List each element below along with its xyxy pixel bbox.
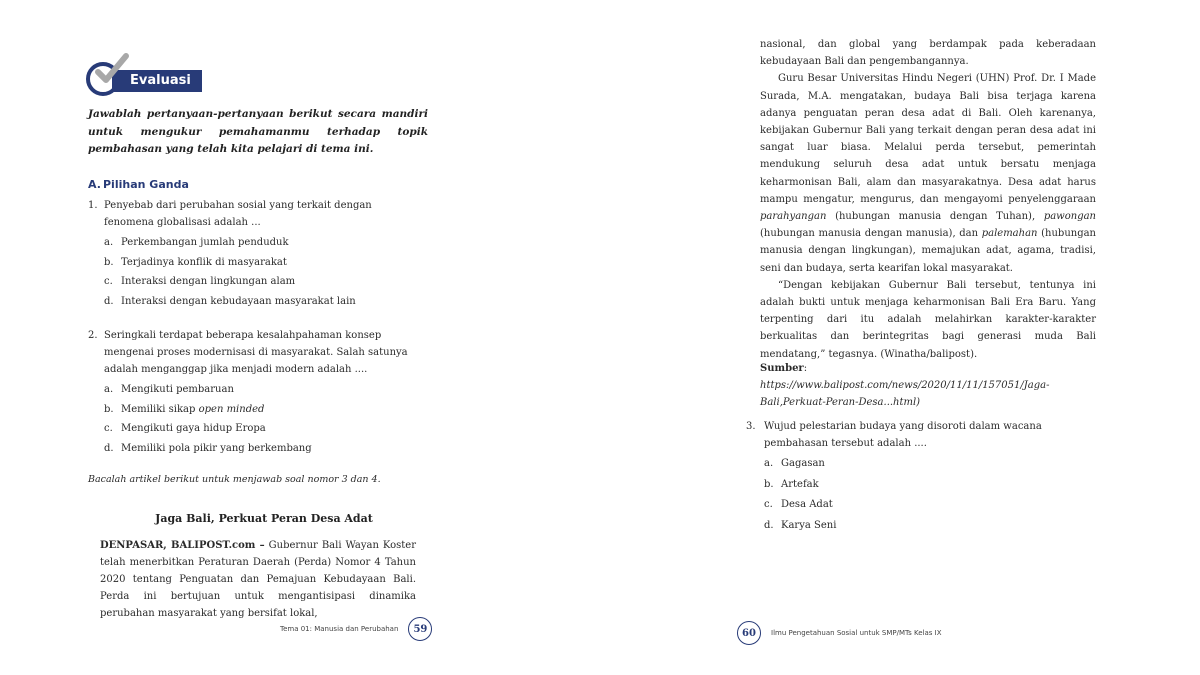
question-number: 3. bbox=[746, 421, 756, 432]
evaluasi-label: Evaluasi bbox=[112, 70, 202, 92]
source-url[interactable]: https://www.balipost.com/news/2020/11/11/157051/Jaga-Bali,Perkuat-Peran-Desa...html) bbox=[760, 380, 1050, 408]
option-a[interactable] bbox=[104, 380, 424, 400]
option-letter: b. bbox=[104, 403, 114, 415]
option-letter: c. bbox=[104, 423, 113, 434]
question-2 bbox=[88, 327, 424, 458]
option-b[interactable] bbox=[104, 400, 424, 420]
question-number: 1. bbox=[88, 200, 98, 211]
option-text: Mengikuti gaya hidup Eropa bbox=[121, 423, 266, 434]
option-c[interactable] bbox=[104, 272, 424, 292]
option-letter: d. bbox=[764, 519, 774, 531]
question-stem: Penyebab dari perubahan sosial yang terkait dengan fenomena globalisasi adalah ... bbox=[104, 200, 372, 228]
option-letter: b. bbox=[764, 478, 774, 490]
paragraph-text: (hubungan manusia dengan Tuhan), bbox=[826, 211, 1044, 223]
article-lead: DENPASAR, BALIPOST.com – bbox=[100, 540, 265, 551]
option-d[interactable] bbox=[104, 439, 424, 459]
option-text: Interaksi dengan lingkungan alam bbox=[121, 276, 296, 287]
option-letter: c. bbox=[104, 276, 113, 287]
option-text: Interaksi dengan kebudayaan masyarakat lain bbox=[121, 295, 356, 307]
option-list bbox=[104, 380, 424, 458]
option-letter: c. bbox=[764, 499, 773, 510]
option-a[interactable] bbox=[104, 233, 424, 253]
paragraph-text: (hubungan manusia dengan lingkungan), memajukan adat, agama, tradisi, seni dan budaya, serta kearifan lokal masyarakat. bbox=[760, 228, 1096, 274]
paragraph-1: nasional, dan global yang berdampak pada keberadaan kebudayaan Bali dan pengembangannya. bbox=[760, 39, 1096, 68]
option-b[interactable] bbox=[104, 253, 424, 273]
option-list bbox=[104, 233, 424, 311]
option-c[interactable] bbox=[764, 495, 1104, 516]
option-text: Mengikuti pembaruan bbox=[121, 384, 234, 395]
question-1 bbox=[88, 197, 424, 311]
option-text: Terjadinya konflik di masyarakat bbox=[121, 256, 287, 268]
question-stem: Wujud pelestarian budaya yang disoroti dalam wacana pembahasan tersebut adalah .... bbox=[764, 421, 1042, 449]
option-d[interactable] bbox=[104, 292, 424, 312]
evaluasi-badge bbox=[86, 58, 202, 98]
option-text: Desa Adat bbox=[781, 499, 833, 510]
option-text: Perkembangan jumlah penduduk bbox=[121, 237, 289, 248]
section-heading bbox=[88, 178, 189, 191]
source-label: Sumber bbox=[760, 363, 804, 374]
option-a[interactable] bbox=[764, 454, 1104, 475]
footer-book-title: Ilmu Pengetahuan Sosial untuk SMP/MTs Kelas IX bbox=[771, 629, 942, 637]
option-text: Memiliki sikap bbox=[121, 403, 199, 415]
article-body bbox=[100, 537, 416, 622]
option-text: Karya Seni bbox=[781, 519, 837, 531]
term-pawongan: pawongan bbox=[1043, 211, 1096, 223]
option-d[interactable] bbox=[764, 516, 1104, 537]
page-footer bbox=[737, 621, 942, 645]
option-list bbox=[764, 454, 1104, 536]
term-parahyangan: parahyangan bbox=[760, 211, 827, 223]
checkmark-icon bbox=[92, 50, 132, 90]
option-c[interactable] bbox=[104, 419, 424, 439]
option-b[interactable] bbox=[764, 475, 1104, 496]
intro-instruction: Jawablah pertanyaan-pertanyaan berikut secara mandiri untuk mengukur pemahamanmu terhadap topik pembahasan yang telah kita pelajari di tema ini. bbox=[88, 108, 428, 155]
page-number: 60 bbox=[737, 621, 761, 645]
section-letter: A. bbox=[88, 178, 101, 191]
option-letter: a. bbox=[104, 384, 114, 395]
option-letter: b. bbox=[104, 256, 114, 268]
paragraph-3: “Dengan kebijakan Gubernur Bali tersebut, tentunya ini adalah bukti untuk menjaga keharmonisan Bali Era Baru. Yang terpenting dari itu adalah melahirkan karakter-karakter berkualitas dan berintegritas bagi generasi muda Bali mendatang,” tegasnya. (Winatha/balipost). bbox=[760, 279, 1096, 360]
option-text: Gagasan bbox=[781, 458, 825, 469]
page-number: 59 bbox=[408, 617, 432, 641]
right-page bbox=[600, 0, 1200, 675]
option-text-italic: open minded bbox=[198, 403, 265, 415]
page-footer bbox=[280, 617, 432, 641]
footer-theme: Tema 01: Manusia dan Perubahan bbox=[280, 625, 399, 633]
option-letter: a. bbox=[764, 458, 774, 469]
option-letter: d. bbox=[104, 295, 114, 307]
article-continuation bbox=[760, 36, 1096, 363]
option-letter: d. bbox=[104, 442, 114, 454]
section-title: Pilihan Ganda bbox=[103, 178, 189, 191]
reading-instruction: Bacalah artikel berikut untuk menjawab soal nomor 3 dan 4. bbox=[88, 474, 381, 485]
term-palemahan: palemahan bbox=[981, 228, 1038, 240]
question-3 bbox=[746, 418, 1104, 536]
option-letter: a. bbox=[104, 237, 114, 248]
question-number: 2. bbox=[88, 330, 98, 341]
paragraph-2 bbox=[760, 70, 1096, 276]
question-stem: Seringkali terdapat beberapa kesalahpahaman konsep mengenai proses modernisasi di masyarakat. Salah satunya adalah menganggap jika menjadi modern adalah .... bbox=[104, 330, 408, 375]
paragraph-text: Guru Besar Universitas Hindu Negeri (UHN) Prof. Dr. I Made Surada, M.A. mengatakan, budaya Bali bisa terjaga karena adanya penguatan peran desa adat di Bali. Oleh karenanya, kebijakan Gubernur Bali yang terkait dengan peran desa adat ini sangat luar biasa. Melalui perda tersebut, pemerintah mendukung seluruh desa adat untuk bersatu menjaga keharmonisan Bali, alam dan masyarakatnya. Desa adat harus mampu mengatur, mengurus, dan mengayomi penyelenggaraan bbox=[760, 73, 1096, 205]
paragraph-text: (hubungan manusia dengan manusia), dan bbox=[760, 228, 982, 240]
article-text: Gubernur Bali Wayan Koster telah menerbitkan Peraturan Daerah (Perda) Nomor 4 Tahun 2020 tentang Penguatan dan Pemajuan Kebudayaan Bali. Perda ini bertujuan untuk mengantisipasi dinamika perubahan masyarakat yang bersifat lokal, bbox=[100, 540, 416, 619]
option-text: Memiliki pola pikir yang berkembang bbox=[121, 442, 312, 454]
article-title: Jaga Bali, Perkuat Peran Desa Adat bbox=[155, 512, 373, 525]
option-text: Artefak bbox=[781, 478, 819, 490]
article-source: Sumber: https://www.balipost.com/news/2020/11/11/157051/Jaga-Bali,Perkuat-Peran-Desa...html) bbox=[760, 363, 1050, 408]
